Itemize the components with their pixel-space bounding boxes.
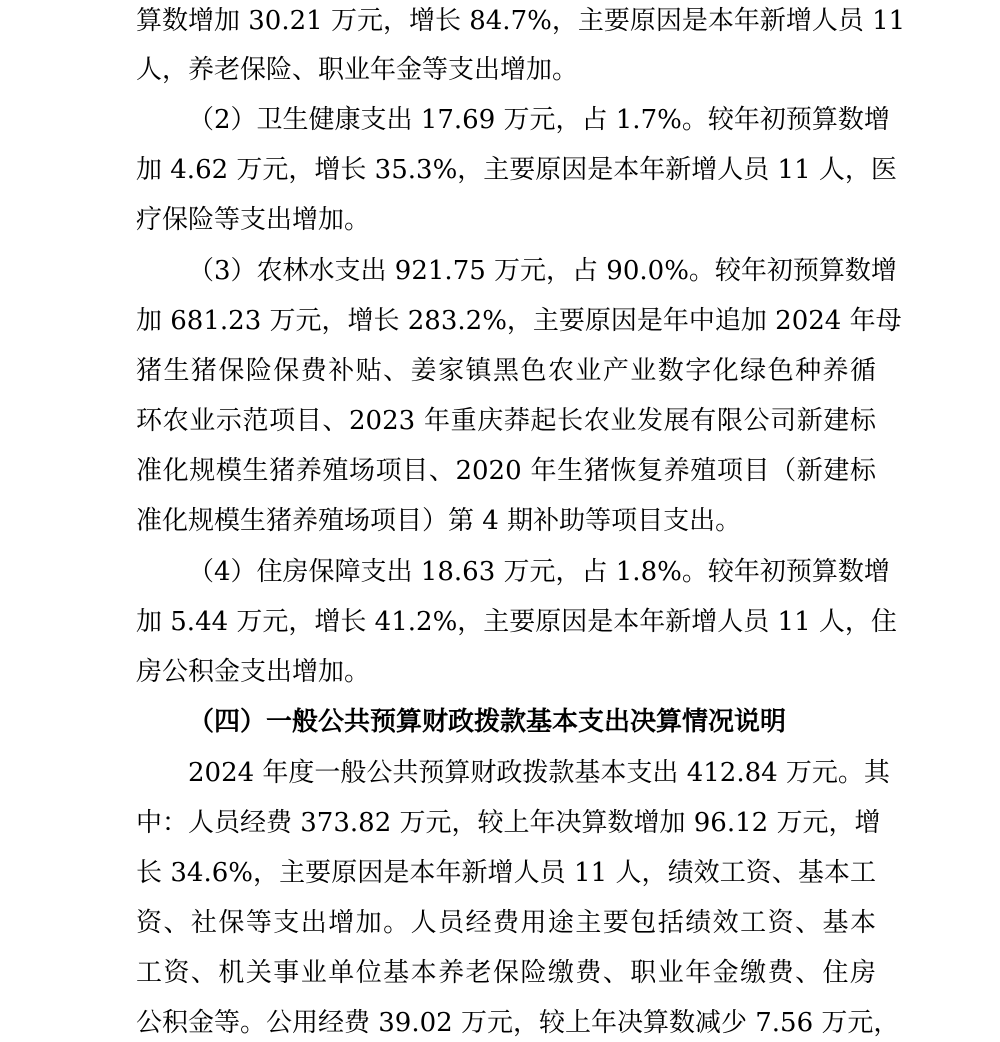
paragraph-line: 猪生猪保险保费补贴、姜家镇黑色农业产业数字化绿色种养循 <box>136 356 876 386</box>
paragraph-line: 加 5.44 万元，增长 41.2%，主要原因是本年新增人员 11 人，住 <box>136 607 897 637</box>
paragraph-line: （3）农林水支出 921.75 万元，占 90.0%。较年初预算数增 <box>188 256 897 286</box>
paragraph-line: 工资、机关事业单位基本养老保险缴费、职业年金缴费、住房 <box>136 958 876 988</box>
paragraph-line: 加 4.62 万元，增长 35.3%，主要原因是本年新增人员 11 人，医 <box>136 155 897 185</box>
paragraph-line: 环农业示范项目、2023 年重庆莽起长农业发展有限公司新建标 <box>136 406 876 436</box>
paragraph-line: （2）卫生健康支出 17.69 万元，占 1.7%。较年初预算数增 <box>188 105 890 135</box>
paragraph-line: 2024 年度一般公共预算财政拨款基本支出 412.84 万元。其 <box>188 758 890 788</box>
section-heading: （四）一般公共预算财政拨款基本支出决算情况说明 <box>188 707 787 737</box>
paragraph-line: 资、社保等支出增加。人员经费用途主要包括绩效工资、基本 <box>136 908 876 938</box>
paragraph-line: 中：人员经费 373.82 万元，较上年决算数增加 96.12 万元，增 <box>136 808 881 838</box>
paragraph-line: 准化规模生猪养殖场项目）第 4 期补助等项目支出。 <box>136 506 742 536</box>
paragraph-line: 房公积金支出增加。 <box>136 657 371 687</box>
paragraph-line: 疗保险等支出增加。 <box>136 205 371 235</box>
paragraph-line: 算数增加 30.21 万元，增长 84.7%，主要原因是本年新增人员 11 <box>136 6 906 36</box>
paragraph-line: 公积金等。公用经费 39.02 万元，较上年决算数减少 7.56 万元， <box>136 1008 900 1038</box>
paragraph-line: 加 681.23 万元，增长 283.2%，主要原因是年中追加 2024 年母 <box>136 306 902 336</box>
paragraph-line: 长 34.6%，主要原因是本年新增人员 11 人，绩效工资、基本工 <box>136 858 876 888</box>
paragraph-line: 人，养老保险、职业年金等支出增加。 <box>136 55 579 85</box>
paragraph-line: （4）住房保障支出 18.63 万元，占 1.8%。较年初预算数增 <box>188 557 890 587</box>
paragraph-line: 准化规模生猪养殖场项目、2020 年生猪恢复养殖项目（新建标 <box>136 456 876 486</box>
